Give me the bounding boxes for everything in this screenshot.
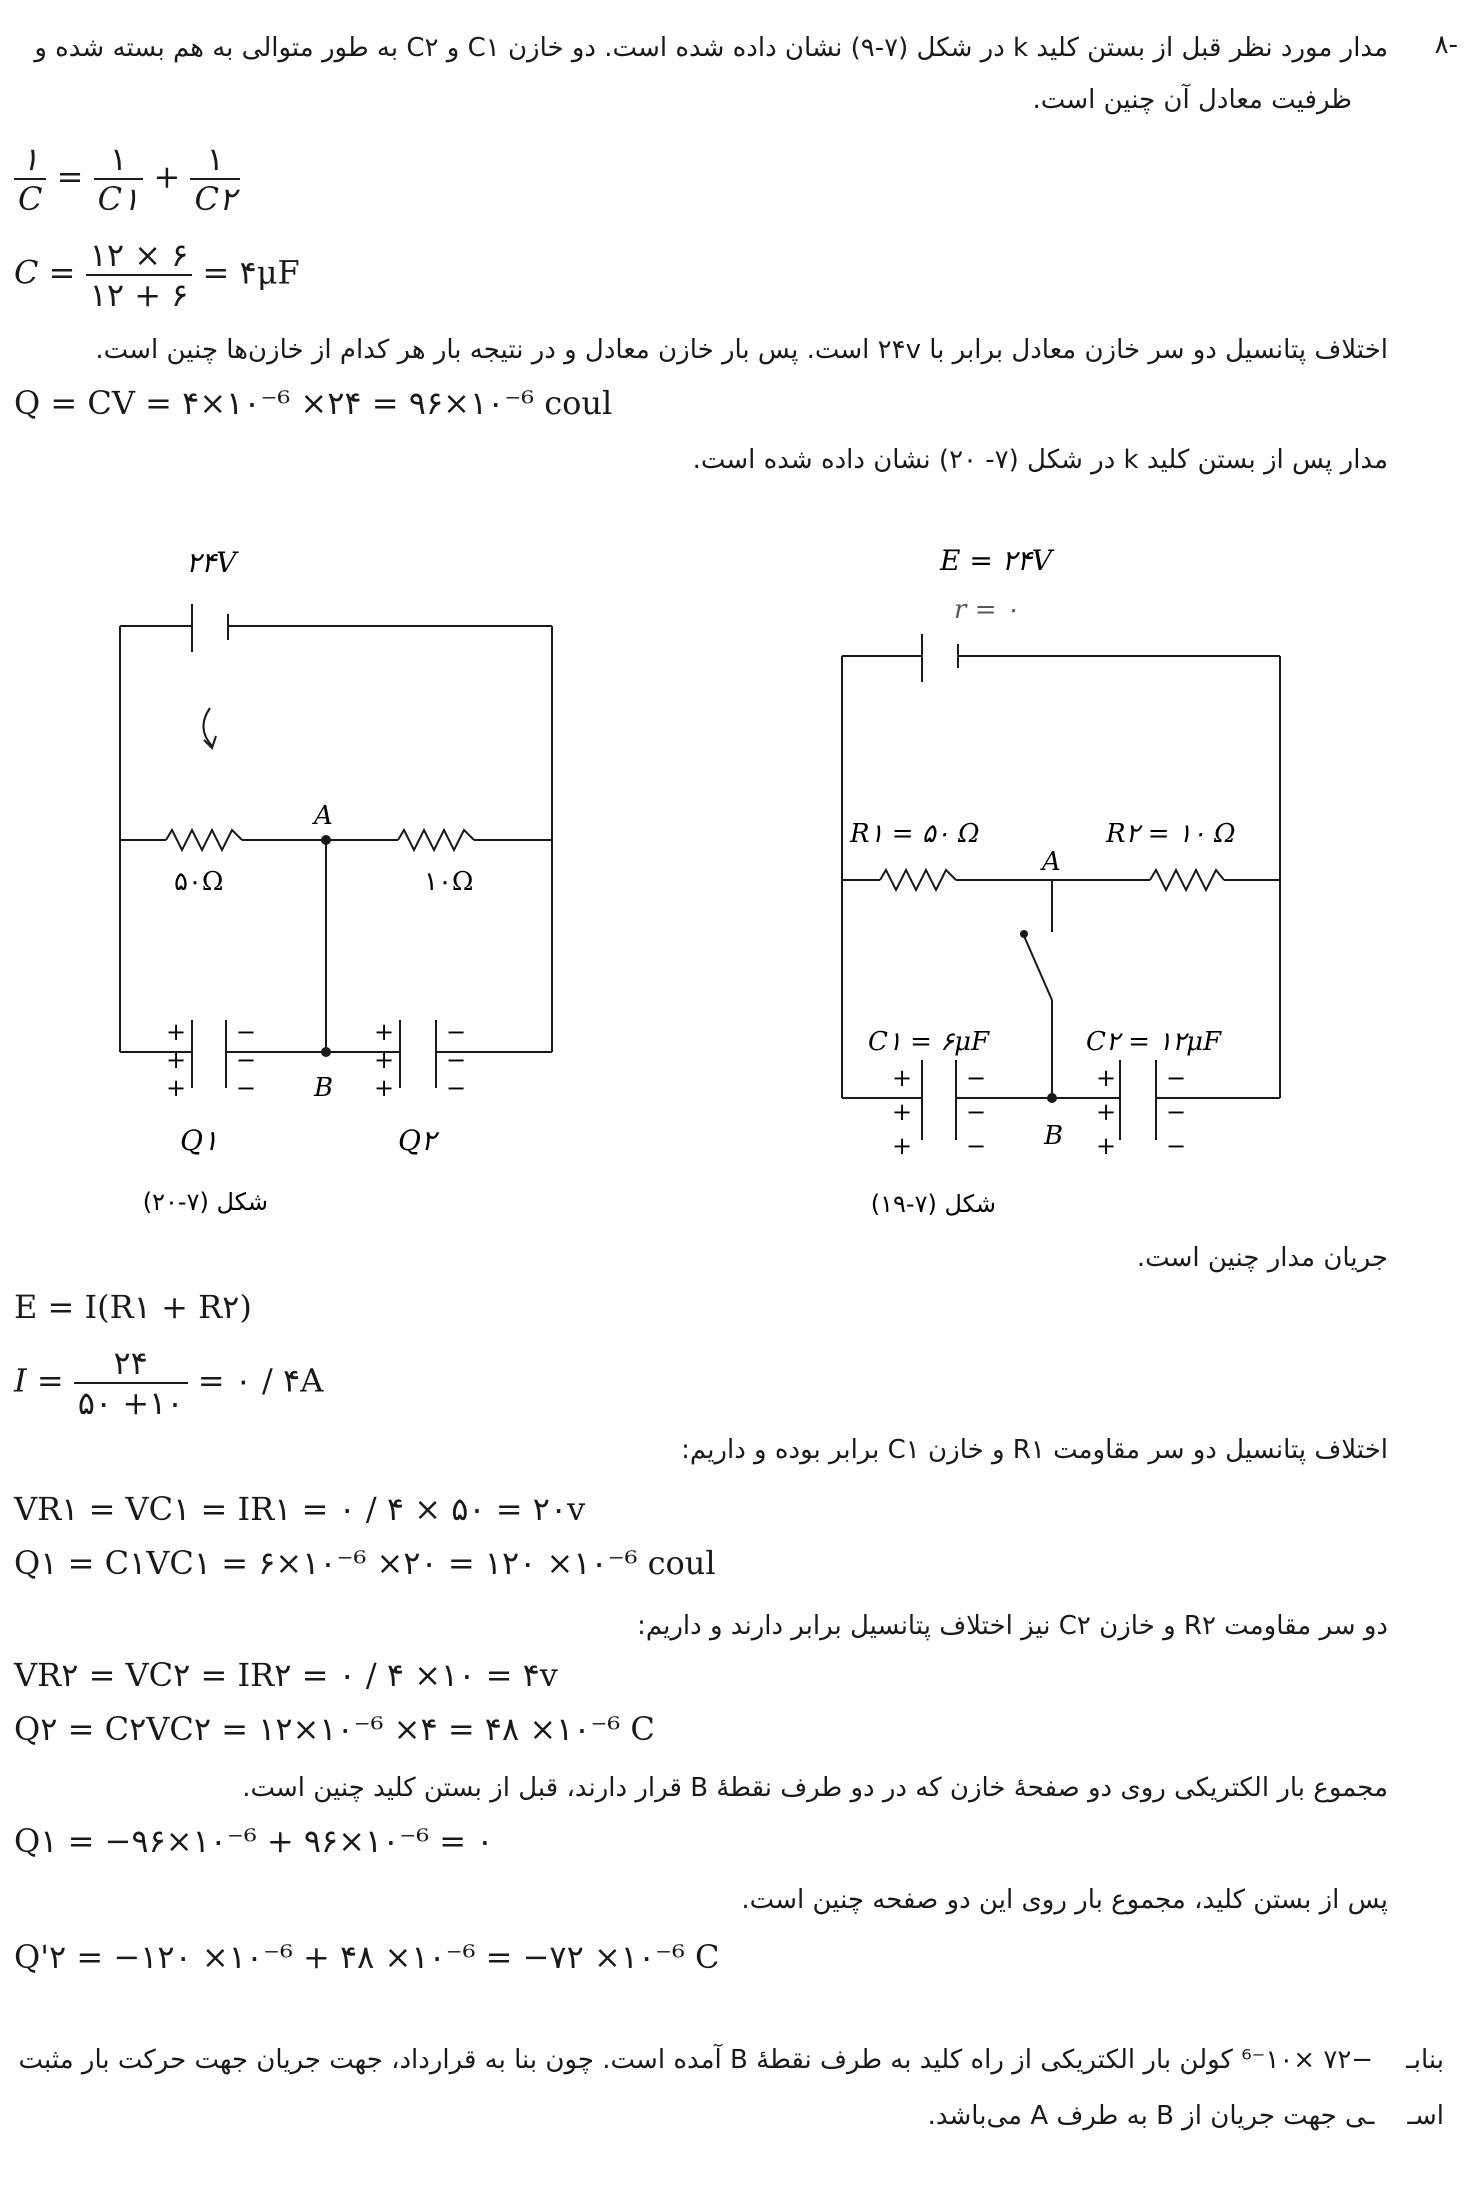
svg-text:+: + [1096, 1098, 1117, 1126]
svg-text:−: − [446, 1018, 467, 1046]
svg-text:−: − [446, 1046, 467, 1074]
paragraph-2: اختلاف پتانسیل دو سر خازن معادل برابر با ۲۴v است. پس بار خازن معادل و در نتیجه بار هر کدام از خازن‌ها چنین است. [95, 335, 1388, 365]
equation-total-charge-after: Q'۲ = −۱۲۰ ×۱۰⁻⁶ + ۴۸ ×۱۰⁻⁶ = −۷۲ ×۱۰⁻⁶ C [14, 1938, 720, 1976]
svg-text:+: + [892, 1064, 913, 1092]
resistor-r2 [1150, 870, 1224, 890]
svg-text:−: − [1166, 1064, 1187, 1092]
battery-voltage-label: ۲۴V [186, 546, 237, 579]
figure-caption-7-19: شکل (۷-۱۹) [870, 1190, 996, 1218]
emf-label: E = ۲۴V [940, 544, 1052, 577]
svg-text:−: − [446, 1074, 467, 1102]
node-a-label: A [1042, 847, 1061, 877]
resistor-r1-label: R۱ = ۵۰ Ω [850, 819, 980, 849]
capacitor-c2-label: C۲ = ۱۲μF [1086, 1027, 1222, 1057]
node-a-label: A [314, 801, 333, 831]
problem-number: -۸ [1434, 30, 1458, 60]
svg-text:+: + [1096, 1064, 1117, 1092]
resistor-10-ohm [398, 830, 474, 850]
resistor-r2-label: R۲ = ۱۰ Ω [1106, 819, 1236, 849]
svg-text:+: + [374, 1046, 395, 1074]
resistor-10-label: ۱۰Ω [424, 867, 474, 897]
paragraph-8: پس از بستن کلید، مجموع بار روی این دو صفحه چنین است. [741, 1885, 1388, 1915]
resistor-r1 [880, 870, 956, 890]
node-b-label: B [1044, 1121, 1064, 1151]
node-a-dot [321, 835, 331, 845]
equation-voltage-r1: VR۱ = VC۱ = IR۱ = ۰ / ۴ × ۵۰ = ۲۰v [14, 1490, 586, 1528]
node-b-dot [321, 1047, 331, 1057]
equation-equivalent-capacitance: C = $\frac{۱۲ \times ۶}{۱۲ + ۶}$ = ۴μF [14, 236, 300, 314]
circuit-figure-7-19 [820, 540, 1300, 1220]
svg-text:−: − [236, 1074, 257, 1102]
paragraph-7: مجموع بار الکتریکی روی دو صفحهٔ خازن که در دو طرف نقطهٔ B قرار دارند، قبل از بستن کلید چنین است. [242, 1773, 1388, 1803]
svg-text:−: − [966, 1098, 987, 1126]
svg-text:+: + [166, 1046, 187, 1074]
paragraph-3: مدار پس از بستن کلید k در شکل (۷- ۲۰) نشان داده شده است. [692, 445, 1388, 475]
equation-voltage-r2: VR۲ = VC۲ = IR۲ = ۰ / ۴ ×۱۰ = ۴v [14, 1656, 558, 1694]
paragraph-9-line-2: اسـ ‌ ‌ ‌ ـی جهت جریان از B به طرف A می‌باشد. [927, 2101, 1444, 2131]
svg-text:−: − [236, 1018, 257, 1046]
svg-text:−: − [236, 1046, 257, 1074]
capacitor-c1-label: C۱ = ۶μF [868, 1027, 990, 1057]
equation-charge-q1: Q۱ = C۱VC۱ = ۶×۱۰⁻⁶ ×۲۰ = ۱۲۰ ×۱۰⁻⁶ coul [14, 1544, 716, 1582]
node-b-dot [1047, 1093, 1057, 1103]
figure-caption-7-20: شکل (۷-۲۰) [142, 1188, 268, 1216]
svg-text:+: + [1096, 1132, 1117, 1160]
paragraph-1-line-1: مدار مورد نظر قبل از بستن کلید k در شکل (۷-۹) نشان داده شده است. دو خازن C۱ و C۲ به طور متوالی به هم بسته شده و [34, 33, 1388, 63]
svg-text:−: − [966, 1132, 987, 1160]
paragraph-4: جریان مدار چنین است. [1136, 1243, 1388, 1273]
svg-text:−: − [1166, 1098, 1187, 1126]
equation-charge: Q = CV = ۴×۱۰⁻⁶ ×۲۴ = ۹۶×۱۰⁻⁶ coul [14, 384, 613, 422]
paragraph-9-line-1: بنابـ ‌ ‌ ‌ −۷۲ ×۱۰⁻⁶ کولن بار الکتریکی از راه کلید به طرف نقطهٔ B آمده است. چون بنا به قرارداد، جهت جریان جهت حرکت بار مثبت [18, 2045, 1444, 2075]
svg-text:+: + [374, 1074, 395, 1102]
paragraph-5: اختلاف پتانسیل دو سر مقاومت R۱ و خازن C۱ برابر بوده و داریم: [681, 1435, 1388, 1465]
paragraph-1-line-2: ظرفیت معادل آن چنین است. [1032, 85, 1352, 115]
switch-pivot-dot [1020, 930, 1028, 938]
equation-charge-q2: Q۲ = C۲VC۲ = ۱۲×۱۰⁻⁶ ×۴ = ۴۸ ×۱۰⁻⁶ C [14, 1710, 655, 1748]
equation-total-charge-before: Q۱ = −۹۶×۱۰⁻⁶ + ۹۶×۱۰⁻⁶ = ۰ [14, 1822, 494, 1860]
resistor-50-ohm [166, 830, 242, 850]
svg-text:+: + [892, 1132, 913, 1160]
svg-text:+: + [892, 1098, 913, 1126]
svg-text:+: + [374, 1018, 395, 1046]
svg-text:+: + [166, 1074, 187, 1102]
svg-text:+: + [166, 1018, 187, 1046]
internal-resistance-label: r = ۰ [954, 595, 1019, 625]
equation-series-capacitance: $\frac{۱}{C}$ = $\frac{۱}{C۱}$ + $\frac{۱}{C۲}$ [14, 140, 240, 218]
charge-q1-label: Q۱ [180, 1124, 218, 1157]
svg-text:−: − [1166, 1132, 1187, 1160]
node-b-label: B [314, 1073, 334, 1103]
circuit-figure-7-20 [100, 540, 580, 1220]
switch-k [1024, 936, 1052, 1000]
equation-current-value: I = $\frac{۲۴}{۵۰ +۱۰}$ = ۰ / ۴A [14, 1344, 324, 1422]
paragraph-6: دو سر مقاومت R۲ و خازن C۲ نیز اختلاف پتانسیل برابر دارند و داریم: [637, 1611, 1388, 1641]
resistor-50-label: ۵۰Ω [174, 867, 224, 897]
svg-text:−: − [966, 1064, 987, 1092]
equation-current-kvl: E = I(R۱ + R۲) [14, 1288, 252, 1326]
charge-q2-label: Q۲ [398, 1124, 436, 1157]
